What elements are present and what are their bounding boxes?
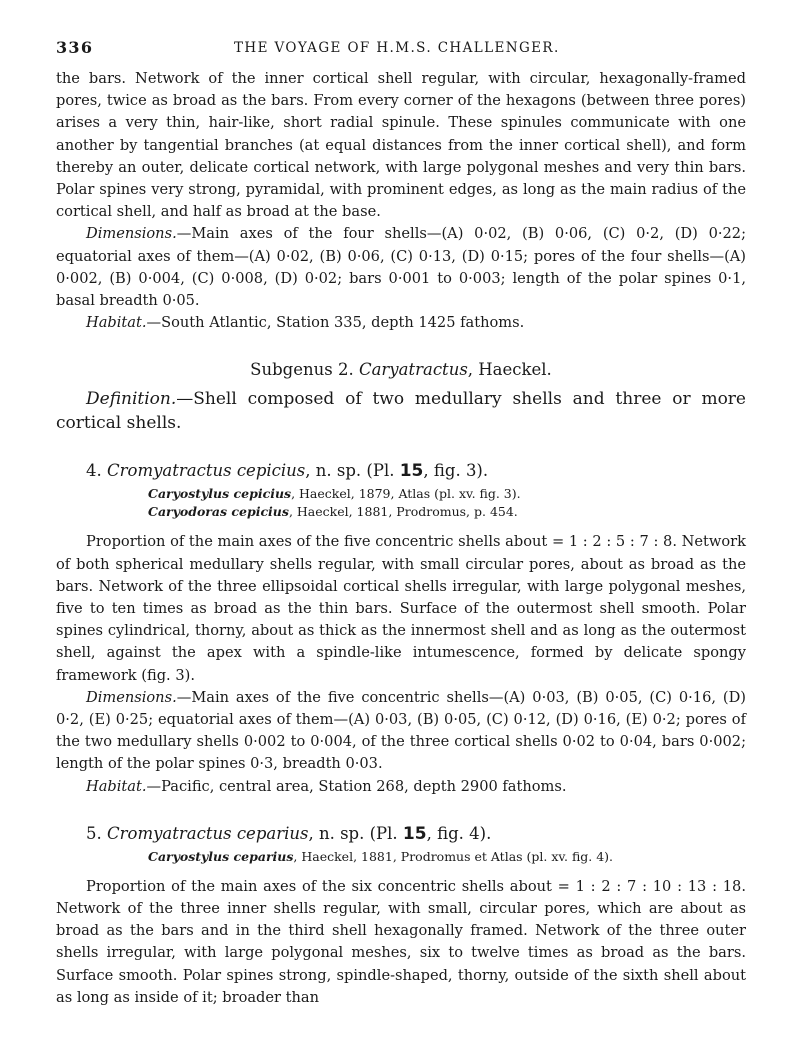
synonymy bbox=[148, 848, 746, 866]
subgenus-name: Caryatractus bbox=[358, 360, 468, 380]
definition bbox=[56, 387, 746, 435]
definition-label: Definition. bbox=[86, 389, 177, 410]
intro-paragraph: the bars. Network of the inner cortical shell regular, with circular, hexagonally-framed pores, twice as broad as the bars. From every corner of the hexagons (between three pores) arises a very thin, hair-like, short radial spinule. These spinules communicate with one another by tangential branches (at equal distances from the inner cortical shell), and form thereby an outer, delicate cortical network, with large polygonal meshes and very thin bars. Polar spines very strong, pyramidal, with prominent edges, as long as the main radius of the cortical shell, and half as broad at the base. bbox=[56, 70, 746, 221]
synonymy bbox=[148, 485, 746, 521]
species-suffix: , n. sp. (Pl. bbox=[305, 461, 400, 481]
synonym-name: Caryodoras cepicius bbox=[148, 504, 289, 520]
running-title: THE VOYAGE OF H.M.S. CHALLENGER. bbox=[234, 40, 560, 56]
synonym-ref: , Haeckel, 1881, Prodromus, p. 454. bbox=[288, 504, 518, 520]
synonym-ref: , Haeckel, 1879, Atlas (pl. xv. fig. 3). bbox=[291, 486, 521, 502]
subgenus-heading bbox=[56, 360, 746, 379]
page-number: 336 bbox=[56, 38, 94, 57]
page-header bbox=[56, 38, 746, 68]
synonym-name: Caryostylus ceparius bbox=[148, 848, 294, 864]
synonym-name: Caryostylus cepicius bbox=[148, 486, 292, 502]
species-fig: , fig. 3). bbox=[423, 461, 489, 481]
species-description: Proportion of the main axes of the five concentric shells about = 1 : 2 : 5 : 7 : 8. Network of both spherical medullary shells regular, with small circular pores, about as broad as the bars. Network of the three ellipsoidal cortical shells irregular, with large polygonal meshes, five to ten times as broad as the thin bars. Surface of the outermost shell smooth. Polar spines cylindrical, thorny, about as thick as the innermost shell and as long as the outermost shell, against the apex with a spindle-like intumescence, formed by delicate spongy framework (fig. 3). bbox=[56, 533, 746, 684]
species-suffix: , n. sp. (Pl. bbox=[308, 823, 403, 843]
synonym-ref: , Haeckel, 1881, Prodromus et Atlas (pl. xv. fig. 4). bbox=[293, 848, 614, 864]
habitat-label: Habitat. bbox=[86, 777, 147, 795]
species-name: Cromyatractus ceparius bbox=[107, 823, 309, 843]
intro-dimensions bbox=[56, 223, 746, 312]
habitat-label: Habitat. bbox=[86, 314, 147, 332]
species-dimensions bbox=[56, 687, 746, 776]
synonym-line bbox=[148, 485, 746, 503]
dimensions-label: Dimensions. bbox=[86, 688, 177, 706]
subgenus-prefix: Subgenus 2. bbox=[250, 360, 354, 380]
species-heading bbox=[86, 824, 746, 844]
dimensions-text: —Main axes of the five concentric shells—(A) 0·03, (B) 0·05, (C) 0·16, (D) 0·2, (E) 0·25; equatorial axes of them—(A) 0·03, (B) 0·05, (C) 0·12, (D) 0·16, (E) 0·2; pores of the two medullary shells 0·002 to 0·004, of the three cortical shells 0·02 to 0·04, bars 0·002; length of the polar spines 0·3, breadth 0·03. bbox=[56, 688, 746, 773]
species-description: Proportion of the main axes of the six concentric shells about = 1 : 2 : 7 : 10 : 13 : 18. Network of the three inner shells regular, with small, circular pores, which are about as broad as the bars and in the third shell hexagonally framed. Network of the three outer shells irregular, with large polygonal meshes, six to twelve times as broad as the bars. Surface smooth. Polar spines strong, spindle-shaped, thorny, outside of the sixth shell about as long as inside of it; broader than bbox=[56, 877, 746, 1006]
intro-habitat bbox=[56, 312, 746, 334]
habitat-text: —South Atlantic, Station 335, depth 1425 fathoms. bbox=[146, 314, 525, 332]
synonym-line bbox=[148, 503, 746, 521]
species-number: 5. bbox=[86, 823, 102, 843]
dimensions-text: —Main axes of the four shells—(A) 0·02, (B) 0·06, (C) 0·2, (D) 0·22; equatorial axes of them—(A) 0·02, (B) 0·06, (C) 0·13, (D) 0·15; pores of the four shells—(A) 0·002, (B) 0·004, (C) 0·008, (D) 0·02; bars 0·001 to 0·003; length of the polar spines 0·1, basal breadth 0·05. bbox=[56, 225, 746, 310]
species-name: Cromyatractus cepicius bbox=[107, 461, 306, 481]
dimensions-label: Dimensions. bbox=[86, 225, 177, 243]
species-fig: , fig. 4). bbox=[426, 823, 492, 843]
species-heading bbox=[86, 461, 746, 481]
definition-text: —Shell composed of two medullary shells and three or more cortical shells. bbox=[56, 389, 746, 434]
page bbox=[56, 38, 746, 1009]
habitat-text: —Pacific, central area, Station 268, depth 2900 fathoms. bbox=[146, 777, 567, 795]
synonym-line bbox=[148, 848, 746, 866]
plate-number: 15 bbox=[402, 823, 427, 844]
species-habitat bbox=[56, 776, 746, 798]
plate-number: 15 bbox=[399, 461, 424, 482]
species-number: 4. bbox=[86, 461, 102, 481]
subgenus-author: , Haeckel. bbox=[467, 360, 552, 380]
